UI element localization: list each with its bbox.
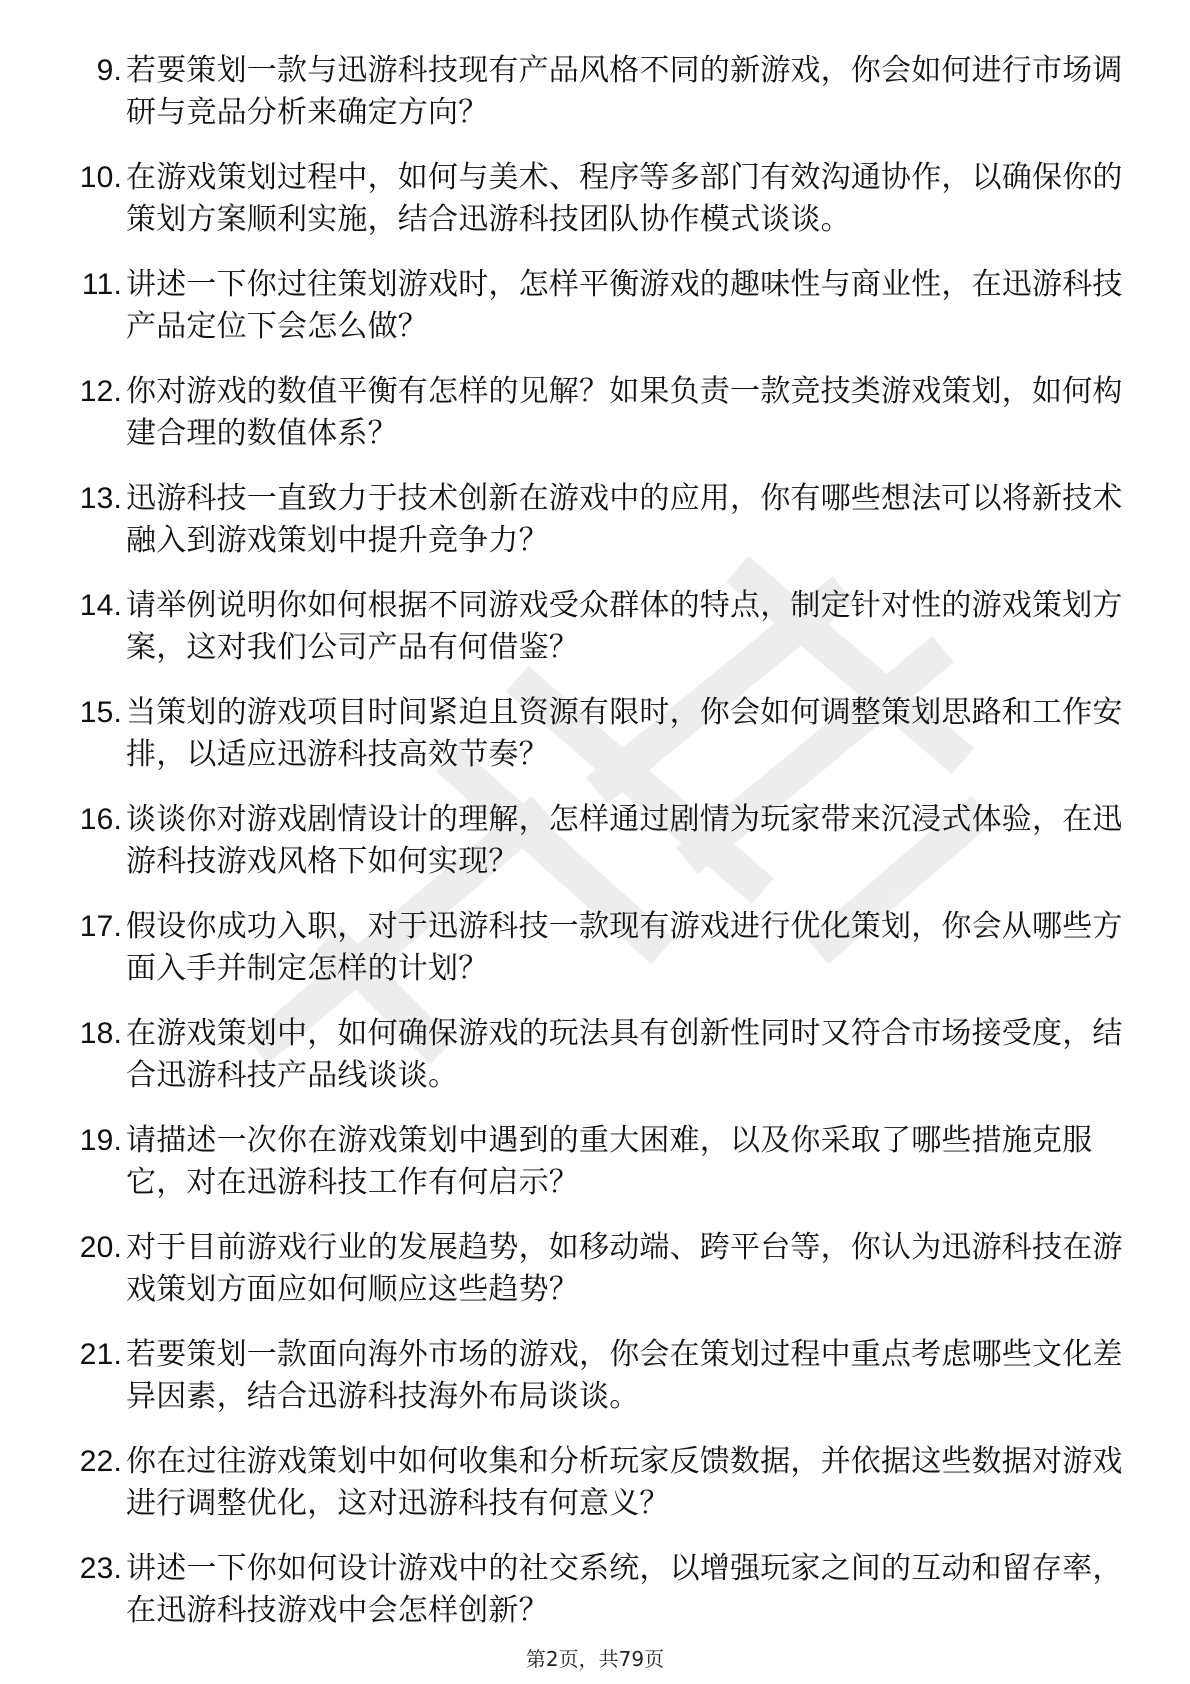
question-item [64, 1013, 1124, 1097]
question-item [64, 264, 1124, 348]
question-number: 14. [79, 589, 122, 622]
question-item [64, 906, 1124, 990]
question-item [64, 371, 1124, 455]
question-item [64, 585, 1124, 669]
question-text: 当策划的游戏项目时间紧迫且资源有限时，你会如何调整策划思路和工作安排，以适应迅游科技高效节奏？ [126, 695, 1123, 772]
question-number: 15. [79, 696, 122, 729]
question-number: 22. [79, 1445, 122, 1478]
question-item [64, 692, 1124, 776]
question-text: 请举例说明你如何根据不同游戏受众群体的特点，制定针对性的游戏策划方案，这对我们公司产品有何借鉴？ [126, 588, 1123, 665]
question-item [64, 1441, 1124, 1525]
question-item [64, 50, 1124, 134]
question-text: 你在过往游戏策划中如何收集和分析玩家反馈数据，并依据这些数据对游戏进行调整优化，这对迅游科技有何意义？ [126, 1444, 1123, 1521]
question-text: 在游戏策划过程中，如何与美术、程序等多部门有效沟通协作，以确保你的策划方案顺利实施，结合迅游科技团队协作模式谈谈。 [126, 160, 1123, 237]
question-number: 20. [79, 1231, 122, 1264]
question-text: 迅游科技一直致力于技术创新在游戏中的应用，你有哪些想法可以将新技术融入到游戏策划中提升竞争力？ [126, 481, 1123, 558]
question-number: 16. [79, 803, 122, 836]
question-number: 21. [79, 1338, 122, 1371]
question-item [64, 1548, 1124, 1632]
question-number: 23. [79, 1552, 122, 1585]
question-item [64, 1227, 1124, 1311]
question-text: 若要策划一款面向海外市场的游戏，你会在策划过程中重点考虑哪些文化差异因素，结合迅游科技海外布局谈谈。 [126, 1337, 1123, 1414]
question-number: 10. [79, 161, 122, 194]
question-item [64, 478, 1124, 562]
question-number: 18. [79, 1017, 122, 1050]
question-number: 13. [79, 482, 122, 515]
question-list [64, 50, 1124, 1655]
question-number: 11. [81, 268, 122, 301]
question-number: 17. [79, 910, 122, 943]
question-text: 讲述一下你过往策划游戏时，怎样平衡游戏的趣味性与商业性，在迅游科技产品定位下会怎么做？ [126, 267, 1123, 344]
question-item [64, 1334, 1124, 1418]
question-number: 12. [79, 375, 122, 408]
question-item [64, 1120, 1124, 1204]
question-text: 谈谈你对游戏剧情设计的理解，怎样通过剧情为玩家带来沉浸式体验，在迅游科技游戏风格下如何实现？ [126, 802, 1123, 879]
question-number: 9. [96, 54, 122, 87]
question-text: 在游戏策划中，如何确保游戏的玩法具有创新性同时又符合市场接受度，结合迅游科技产品线谈谈。 [126, 1016, 1123, 1093]
question-text: 若要策划一款与迅游科技现有产品风格不同的新游戏，你会如何进行市场调研与竞品分析来确定方向？ [126, 53, 1123, 130]
question-item [64, 157, 1124, 241]
question-text: 假设你成功入职，对于迅游科技一款现有游戏进行优化策划，你会从哪些方面入手并制定怎样的计划？ [126, 909, 1123, 986]
page-footer: 第2页，共79页 [525, 1647, 665, 1671]
question-item [64, 799, 1124, 883]
question-number: 19. [79, 1124, 122, 1157]
question-text: 请描述一次你在游戏策划中遇到的重大困难，以及你采取了哪些措施克服它，对在迅游科技工作有何启示？ [126, 1123, 1093, 1200]
question-text: 对于目前游戏行业的发展趋势，如移动端、跨平台等，你认为迅游科技在游戏策划方面应如何顺应这些趋势？ [126, 1230, 1123, 1307]
question-text: 你对游戏的数值平衡有怎样的见解？如果负责一款竞技类游戏策划，如何构建合理的数值体系？ [126, 374, 1123, 451]
question-text: 讲述一下你如何设计游戏中的社交系统，以增强玩家之间的互动和留存率，在迅游科技游戏中会怎样创新？ [126, 1551, 1123, 1628]
